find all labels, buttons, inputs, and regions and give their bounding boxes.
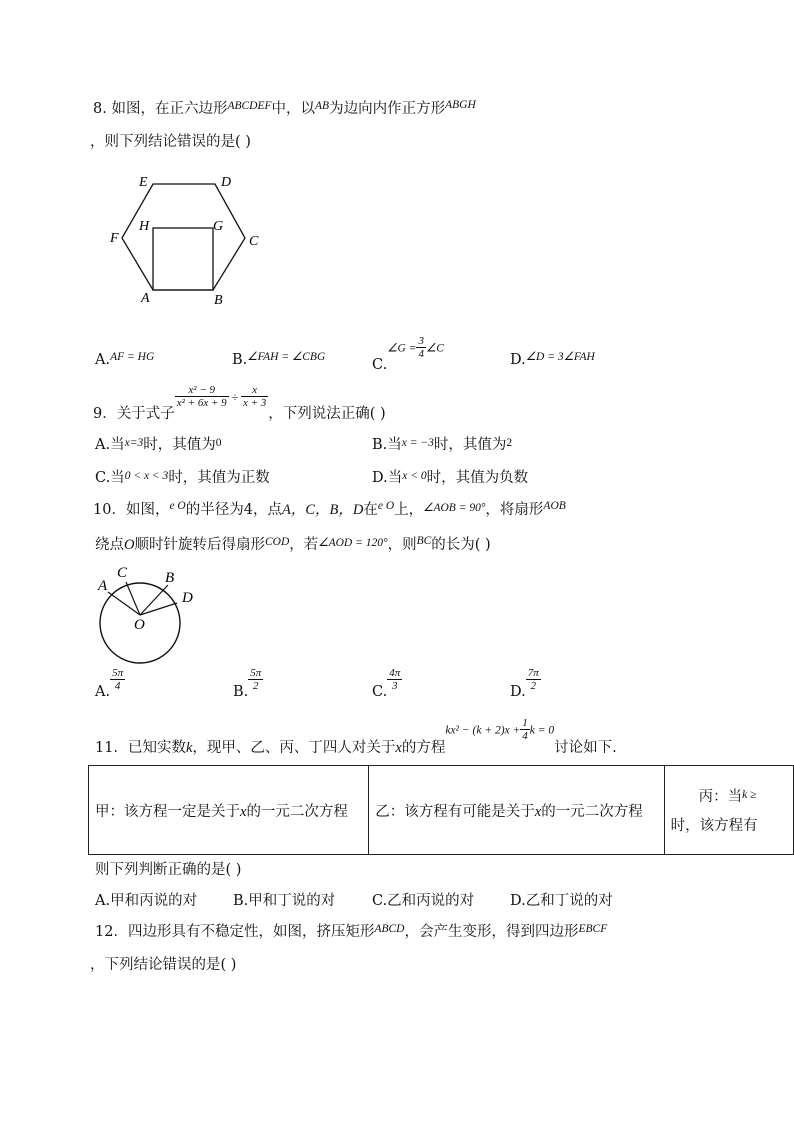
q10-points: A，C，B，D xyxy=(281,502,364,518)
q9-option-b[interactable] xyxy=(372,433,512,454)
q11-cell1-a: 甲：该方程一定是关于 xyxy=(95,803,240,820)
q10-option-b-fraction xyxy=(248,667,263,692)
q8-option-d-expr: ∠D = 3∠FAH xyxy=(525,351,595,363)
q10-line1 xyxy=(93,498,566,519)
q10-option-c-num: 4π xyxy=(389,667,401,679)
q11-eq-post: k = 0 xyxy=(529,724,555,737)
label-G: G xyxy=(213,219,224,234)
q9-opt-c-math: 0 < x < 3 xyxy=(124,470,169,482)
q10-angle-aod: ∠AOD = 120° xyxy=(318,537,388,549)
q10-option-a-num: 5π xyxy=(112,667,124,679)
q10-option-c-fraction xyxy=(387,667,402,692)
table-row xyxy=(89,766,794,855)
q11-eq-num: 1 xyxy=(522,717,528,729)
q9-opt-a-pre: A.当 xyxy=(95,437,125,453)
q11-stem xyxy=(95,717,617,756)
q9-divide: ÷ xyxy=(231,391,238,404)
q8-option-c-den: 4 xyxy=(418,348,424,360)
label-B: B xyxy=(165,570,175,586)
q10-sector-aob: AOB xyxy=(543,500,566,512)
q8-option-a-expr: AF = HG xyxy=(110,351,155,363)
q8-option-d-letter: D. xyxy=(510,352,526,368)
label-C: C xyxy=(117,565,128,581)
q10-option-a-fraction xyxy=(110,667,125,692)
q11-k: k xyxy=(185,739,193,756)
q11-cell-jia xyxy=(89,766,369,855)
q8-option-c-expr-post: ∠C xyxy=(425,342,444,355)
q10-option-b-letter: B. xyxy=(233,683,249,700)
q11-judge: 则下列判断正确的是( ) xyxy=(95,862,242,878)
q9-opt-d-post: 时，其值为负数 xyxy=(426,470,529,486)
q8-text-c: 为边向内作正方形 xyxy=(329,101,446,117)
q11-option-a[interactable]: A.甲和丙说的对 xyxy=(95,893,198,909)
q10-option-c-letter: C. xyxy=(372,683,388,700)
q8-hexagon-figure xyxy=(105,170,275,310)
q11-cell1-b: 的一元二次方程 xyxy=(246,803,348,820)
q10-l2-e: 的长为( ) xyxy=(431,537,491,553)
q8-hexagon-name: ABCDEF xyxy=(227,100,272,112)
label-D: D xyxy=(182,590,193,606)
q11-cell3-k: k ≥ xyxy=(742,789,757,801)
q8-line2: ，则下列结论错误的是( ) xyxy=(90,134,251,150)
q11-cell-bing xyxy=(664,766,793,855)
q9-option-c[interactable] xyxy=(95,466,270,487)
q9-stem xyxy=(93,384,386,422)
q11-cell3-l1: 丙：当 xyxy=(698,789,743,805)
q11-option-d[interactable]: D.乙和丁说的对 xyxy=(510,893,613,909)
q8-side-name: AB xyxy=(315,100,330,112)
q8-option-c[interactable] xyxy=(372,335,444,373)
q11-mid: ，现甲、乙、丙、丁四人对关于 xyxy=(192,739,396,756)
q10-option-a-den: 4 xyxy=(114,680,121,692)
q8-line1 xyxy=(93,97,476,118)
q9-pre: 9．关于式子 xyxy=(93,405,175,422)
q10-l2-b: 顺时针旋转后得扇形 xyxy=(134,537,265,553)
q10-l2-c: ，若 xyxy=(289,537,319,553)
q8-option-c-letter: C. xyxy=(372,356,388,373)
q10-option-d-letter: D. xyxy=(510,683,526,700)
q11-cell1-x: x xyxy=(240,803,247,820)
q10-option-b-den: 2 xyxy=(253,680,259,692)
q11-eq-den: 4 xyxy=(522,730,528,742)
label-H: H xyxy=(139,219,150,234)
q10-l2-d: ，则 xyxy=(387,537,417,553)
q12-line2: ，下列结论错误的是( ) xyxy=(90,957,237,973)
q10-option-a[interactable] xyxy=(95,667,125,700)
q9-opt-b-post: 时，其值为 xyxy=(433,437,507,453)
q10-l1-a: 10．如图， xyxy=(93,502,170,518)
q11-mid2: 的方程 xyxy=(401,739,446,756)
q10-option-c[interactable] xyxy=(372,667,402,700)
q11-post: 讨论如下. xyxy=(554,739,617,756)
q11-cell2-b: 的一元二次方程 xyxy=(541,803,643,820)
q9-post: ，下列说法正确( ) xyxy=(268,405,386,422)
hexagon-shape xyxy=(122,184,245,290)
q10-arc-bc: BC xyxy=(416,535,432,547)
q10-l1-c: 在 xyxy=(363,502,378,518)
q8-option-b[interactable] xyxy=(232,352,325,368)
q10-option-d[interactable] xyxy=(510,667,541,700)
label-A: A xyxy=(98,578,108,594)
q9-fraction-1 xyxy=(175,384,229,409)
label-F: F xyxy=(110,231,119,246)
q10-l1-e: ，将扇形 xyxy=(485,502,544,518)
q9-opt-a-post: 时，其值为 xyxy=(143,437,216,453)
q10-option-d-den: 2 xyxy=(530,680,536,692)
q9-opt-b-math: x = −3 xyxy=(401,437,434,449)
q9-option-d[interactable] xyxy=(372,466,528,487)
q10-option-b-num: 5π xyxy=(250,667,262,679)
q10-l1-b: 的半径为4，点 xyxy=(185,502,282,518)
q9-opt-d-math: x < 0 xyxy=(402,470,427,482)
q9-opt-d-pre: D.当 xyxy=(372,470,403,486)
q10-angle-aob: ∠AOB = 90° xyxy=(423,502,486,514)
q10-option-b[interactable] xyxy=(233,667,263,700)
q9-frac1-num: x² − 9 xyxy=(175,384,229,397)
q9-frac1-den: x² + 6x + 9 xyxy=(176,397,227,409)
q12-l1-a: 12．四边形具有不稳定性，如图，挤压矩形 xyxy=(95,924,375,940)
q12-rect-name: ABCD xyxy=(374,923,405,935)
q10-point-o: O xyxy=(124,537,135,553)
label-O: O xyxy=(134,617,145,633)
q8-option-c-num: 3 xyxy=(418,335,424,347)
q9-opt-c-post: 时，其值为正数 xyxy=(168,470,270,486)
q9-option-a[interactable] xyxy=(95,433,221,454)
q9-opt-c-pre: C.当 xyxy=(95,470,125,486)
q11-x: x xyxy=(395,739,402,756)
q8-option-c-fraction xyxy=(416,335,426,360)
q10-l2-a: 绕点 xyxy=(95,537,124,553)
q10-sector-cod: COD xyxy=(264,536,290,548)
q11-option-c[interactable]: C.乙和丙说的对 xyxy=(372,893,475,909)
q9-frac2-den: x + 3 xyxy=(242,397,267,409)
q9-fraction-2 xyxy=(241,384,268,409)
q11-eq-fraction xyxy=(520,717,530,742)
label-E: E xyxy=(139,175,148,190)
q9-opt-a-val: 0 xyxy=(215,437,222,449)
q10-option-d-num: 7π xyxy=(527,667,539,679)
label-A: A xyxy=(141,291,150,306)
q9-frac2-num: x xyxy=(241,384,268,397)
q12-line1 xyxy=(95,920,607,941)
q9-opt-b-pre: B.当 xyxy=(372,437,402,453)
q11-cell-yi xyxy=(369,766,664,855)
q8-text-b: 中，以 xyxy=(271,101,316,117)
q10-circle-symbol: e O xyxy=(169,500,186,512)
q8-option-d[interactable] xyxy=(510,352,595,368)
q9-opt-a-math: x=3 xyxy=(124,437,144,449)
q12-quad-name: EBCF xyxy=(578,923,608,935)
q11-cell2-x: x xyxy=(534,803,542,820)
q10-line2 xyxy=(95,533,491,554)
q9-opt-b-val: 2 xyxy=(506,437,513,449)
q8-text-a: 8. 如图，在正六边形 xyxy=(93,101,228,117)
q10-circle-symbol-2: e O xyxy=(377,500,395,512)
q10-option-a-letter: A. xyxy=(95,683,111,700)
q11-cell3-l2: 时，该方程有 xyxy=(670,818,758,834)
label-B: B xyxy=(214,293,223,308)
q10-option-c-den: 3 xyxy=(391,680,398,692)
q10-option-d-fraction xyxy=(526,667,541,692)
q11-pre: 11．已知实数 xyxy=(95,739,186,756)
square-shape xyxy=(153,228,213,290)
q8-option-b-expr: ∠FAH = ∠CBG xyxy=(247,351,326,363)
label-D: D xyxy=(221,175,232,190)
q8-option-c-expr-pre: ∠G = xyxy=(387,342,417,355)
q8-option-a-letter: A. xyxy=(95,352,111,368)
q10-l1-d: 上， xyxy=(394,502,424,518)
q12-l1-b: ，会产生变形，得到四边形 xyxy=(404,924,579,940)
q11-table xyxy=(88,765,794,855)
q11-cell2-a: 乙：该方程有可能是关于 xyxy=(375,803,535,820)
q11-eq-pre: kx² − (k + 2)x + xyxy=(445,724,521,737)
q8-option-b-letter: B. xyxy=(232,352,248,368)
q11-option-b[interactable]: B.甲和丁说的对 xyxy=(233,893,336,909)
q8-square-name: ABGH xyxy=(445,99,476,111)
q8-option-a[interactable] xyxy=(95,352,154,368)
label-C: C xyxy=(249,234,259,249)
